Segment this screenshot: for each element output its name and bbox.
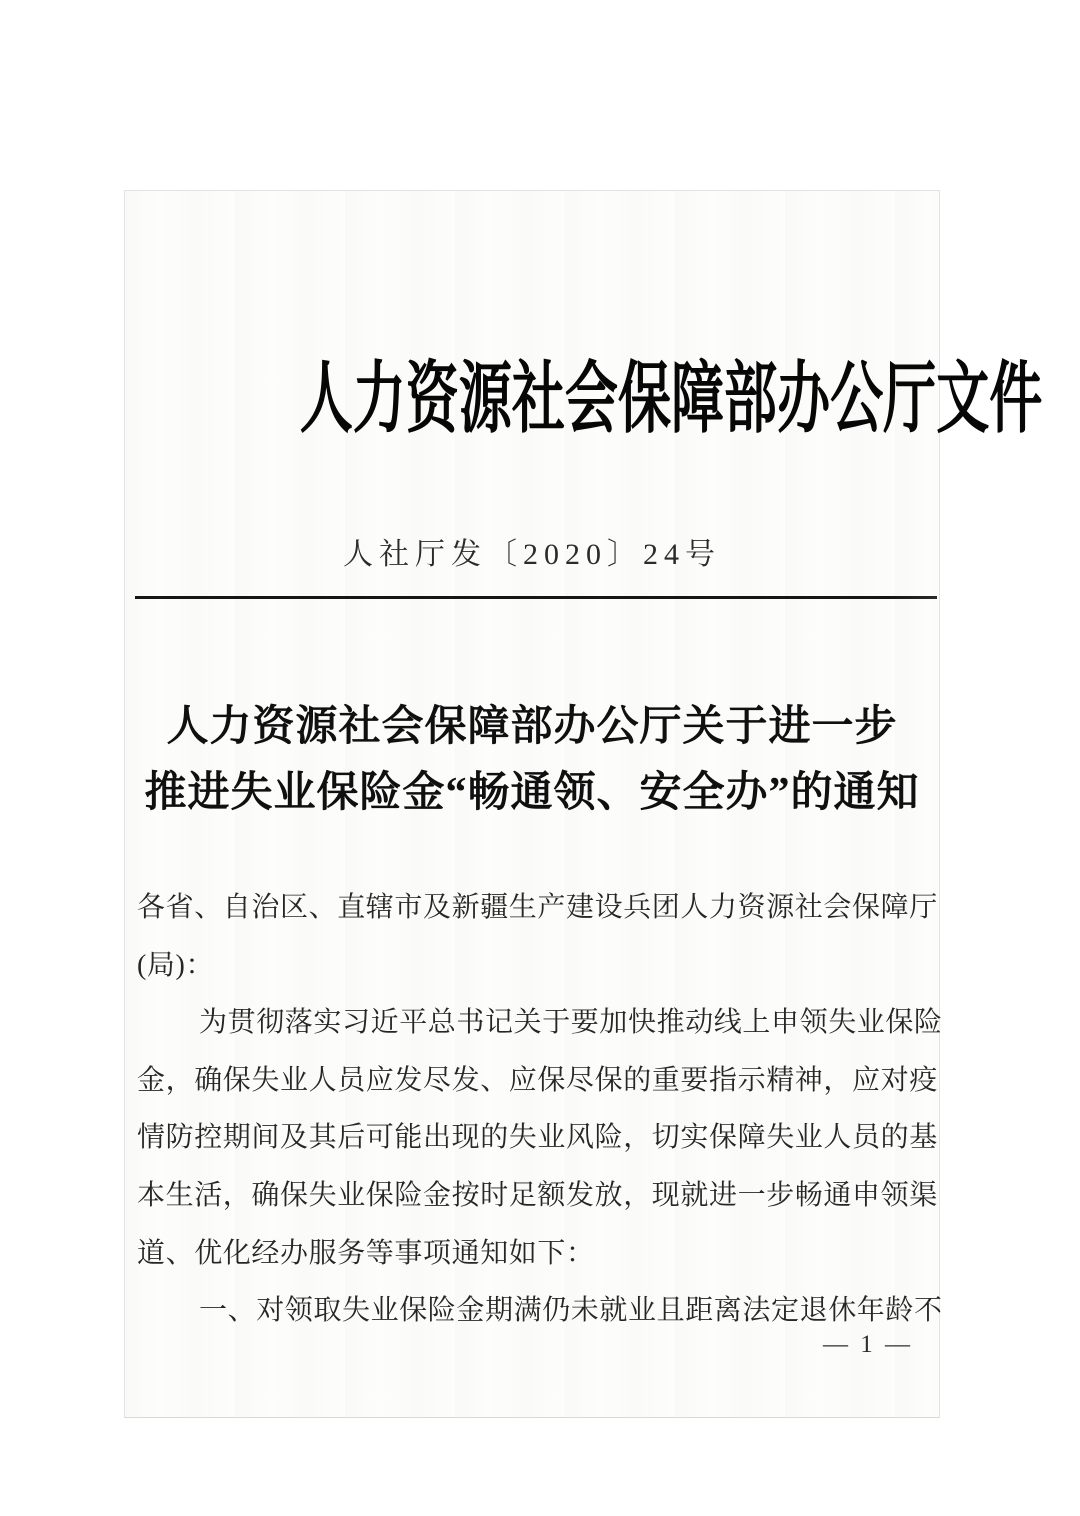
notice-body [137, 879, 943, 1340]
letterhead-title: 人力资源社会保障部办公厅文件 [299, 355, 1043, 442]
document-page [124, 190, 1043, 1418]
body-line: 金，确保失业人员应发尽发、应保尽保的重要指示精神，应对疫 [137, 1064, 938, 1096]
document-number: 人社厅发〔2020〕24号 [343, 538, 721, 571]
letterhead [125, 355, 1043, 461]
notice-title [125, 694, 939, 826]
salutation-line: 各省、自治区、直辖市及新疆生产建设兵团人力资源社会保障厅 [137, 892, 938, 923]
body-line: 道、优化经办服务等事项通知如下： [137, 1237, 595, 1269]
body-line: 本生活，确保失业保险金按时足额发放，现就进一步畅通申领渠 [137, 1179, 938, 1211]
notice-title-line-1: 人力资源社会保障部办公厅关于进一步 [166, 704, 898, 750]
body-line: 为贯彻落实习近平总书记关于要加快推动线上申领失业保险 [199, 1007, 943, 1039]
body-line: 一、对领取失业保险金期满仍未就业且距离法定退休年龄不 [199, 1295, 943, 1327]
body-line: 情防控期间及其后可能出现的失业风险，切实保障失业人员的基 [137, 1122, 938, 1154]
letterhead-separator-line [135, 596, 937, 599]
salutation-line: (局)： [137, 949, 215, 981]
page-number: — 1 — [823, 1331, 913, 1358]
notice-title-line-2: 推进失业保险金“畅通领、安全办”的通知 [144, 770, 920, 816]
